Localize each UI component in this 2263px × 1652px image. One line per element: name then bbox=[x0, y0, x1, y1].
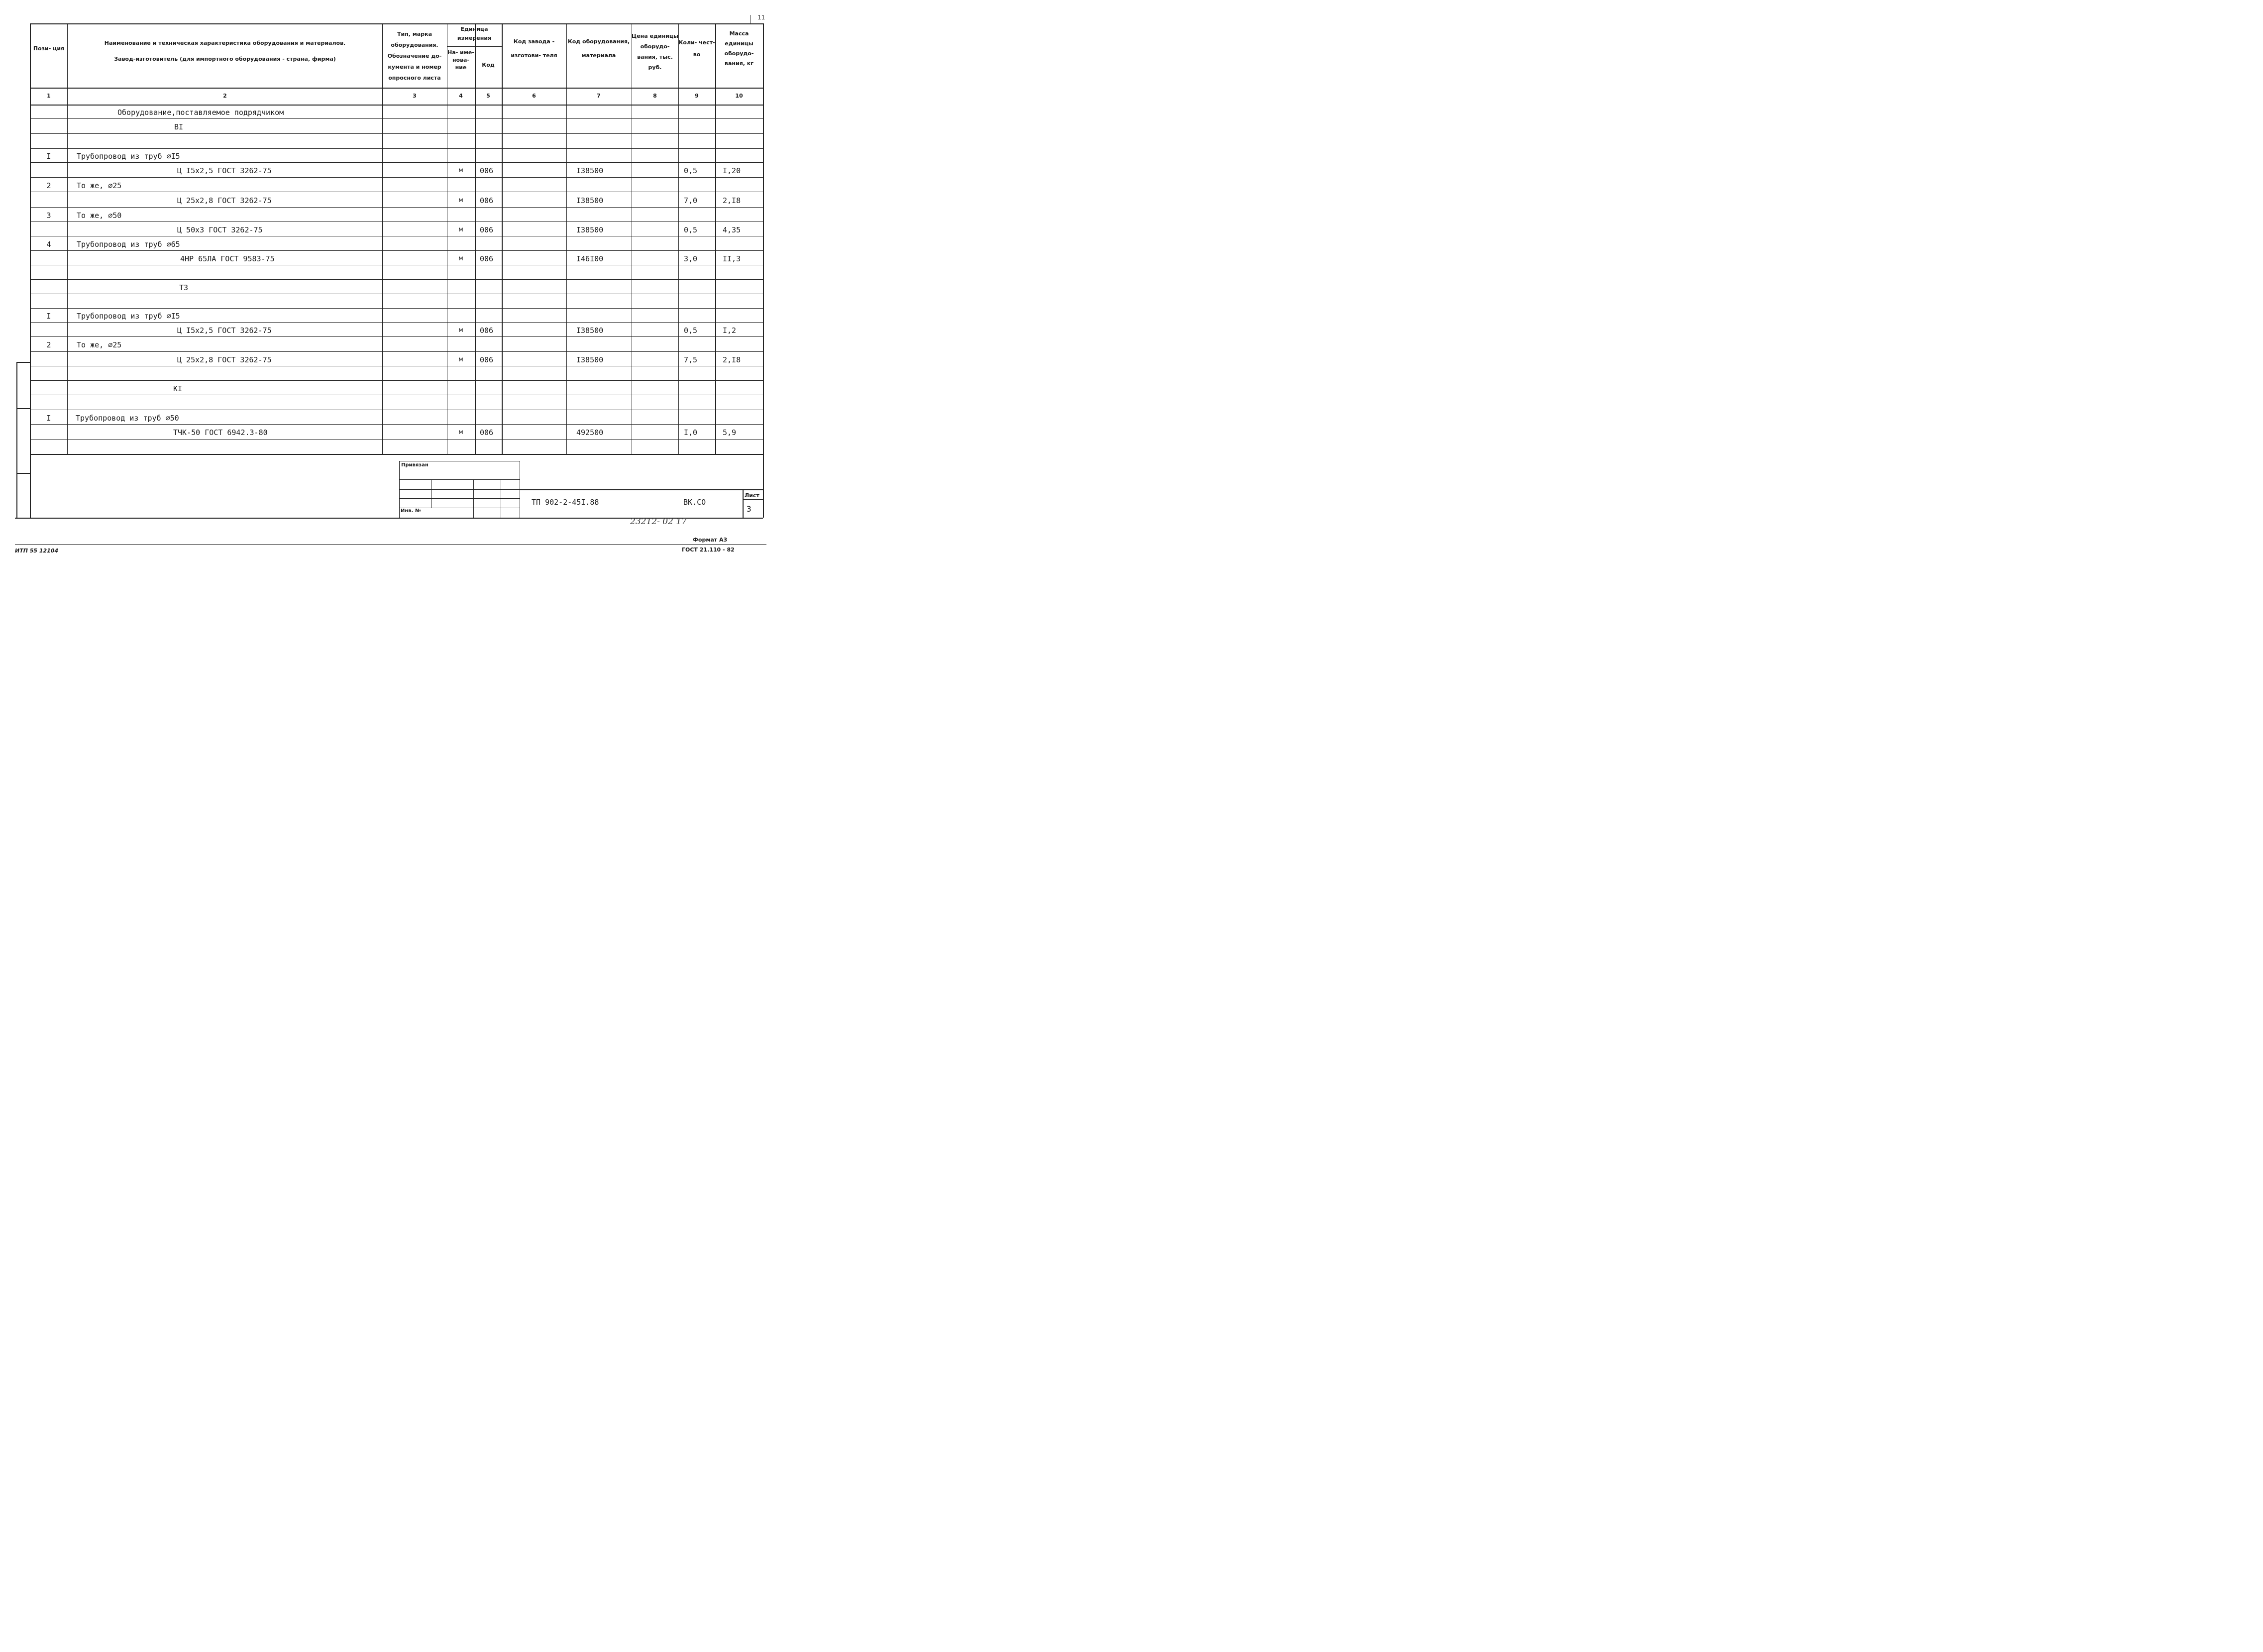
inv-no-label: Инв. № bbox=[401, 508, 421, 514]
name-cell: Т3 bbox=[179, 283, 189, 292]
row-line bbox=[30, 424, 763, 425]
binding-margin-line bbox=[16, 362, 17, 518]
unit-code-cell: 006 bbox=[480, 254, 494, 263]
name-cell: Ц 50x3 ГОСТ 3262-75 bbox=[177, 225, 263, 234]
handwritten-number: 23212- 02 17 bbox=[630, 517, 687, 527]
header-col3 bbox=[382, 29, 447, 84]
column-divider bbox=[678, 23, 679, 454]
unit-code-cell: 006 bbox=[480, 326, 494, 335]
row-line bbox=[30, 162, 763, 163]
name-cell: Ц 25x2,8 ГОСТ 3262-75 bbox=[177, 355, 272, 364]
unit-cell: м bbox=[459, 254, 463, 262]
stamp-row bbox=[399, 489, 520, 490]
left-code-label: ИТП 55 12104 bbox=[15, 548, 59, 554]
colnum-4: 4 bbox=[459, 93, 463, 99]
sheet-label-line bbox=[743, 499, 763, 500]
mass-cell: 2,I8 bbox=[723, 355, 741, 364]
material-code-cell: I38500 bbox=[576, 196, 604, 205]
colnum-3: 3 bbox=[413, 93, 417, 99]
name-cell: То же, ∅50 bbox=[77, 211, 122, 220]
name-cell: BI bbox=[174, 122, 184, 131]
mass-cell: 2,I8 bbox=[723, 196, 741, 205]
material-code-cell: I38500 bbox=[576, 225, 604, 234]
header-col2-line2: Завод-изготовитель (для импортного оборудования - страна, фирма) bbox=[114, 56, 336, 62]
colnum-2: 2 bbox=[223, 93, 227, 99]
material-code-cell: I46I00 bbox=[576, 254, 604, 263]
mass-cell: I,20 bbox=[723, 166, 741, 175]
colnum-6: 6 bbox=[532, 93, 536, 99]
name-cell: Трубопровод из труб ∅65 bbox=[77, 239, 180, 249]
quantity-cell: 0,5 bbox=[684, 326, 698, 335]
section-code: ВК.СО bbox=[683, 498, 706, 507]
row-line bbox=[30, 221, 763, 222]
quantity-cell: 0,5 bbox=[684, 225, 698, 234]
unit-cell: м bbox=[459, 326, 463, 334]
header-col1: Пози- ция bbox=[33, 45, 65, 52]
position-cell: 4 bbox=[46, 239, 51, 249]
footer-line bbox=[15, 544, 766, 545]
unit-code-cell: 006 bbox=[480, 355, 494, 364]
mass-cell: 5,9 bbox=[723, 428, 737, 437]
row-line bbox=[30, 322, 763, 323]
stamp-row bbox=[399, 479, 520, 480]
colnum-7: 7 bbox=[597, 93, 601, 99]
column-divider bbox=[502, 23, 503, 454]
column-divider bbox=[715, 23, 716, 454]
unit-code-cell: 006 bbox=[480, 166, 494, 175]
header-col7: Код оборудования, материала bbox=[567, 38, 630, 59]
position-cell: 2 bbox=[46, 340, 51, 349]
name-cell: Трубопровод из труб ∅50 bbox=[76, 413, 179, 423]
position-cell: I bbox=[46, 413, 51, 423]
header-col6: Код завода - изготови- теля bbox=[511, 38, 557, 59]
document-code: ТП 902-2-45I.88 bbox=[532, 498, 599, 507]
unit-cell: м bbox=[459, 196, 463, 204]
name-cell: KI bbox=[173, 384, 183, 393]
gost-label: ГОСТ 21.110 - 82 bbox=[682, 547, 735, 553]
binding-margin-mid2 bbox=[16, 473, 30, 474]
unit-code-cell: 006 bbox=[480, 428, 494, 437]
header-col9: Коли- чест- во bbox=[678, 39, 715, 58]
row-line bbox=[30, 336, 763, 337]
header-col3-line2: оборудования. bbox=[391, 42, 438, 48]
header-col2-line1: Наименование и техническая характеристика оборудования и материалов. bbox=[104, 40, 346, 46]
privyazan-label: Привязан bbox=[401, 462, 429, 468]
name-cell: Трубопровод из труб ∅I5 bbox=[77, 312, 180, 321]
unit-cell: м bbox=[459, 167, 463, 174]
binding-margin-mid1 bbox=[16, 408, 30, 409]
binding-margin-top bbox=[16, 362, 30, 363]
row-line bbox=[30, 133, 763, 134]
colnum-bottom bbox=[30, 105, 763, 106]
format-label: Формат А3 bbox=[693, 537, 728, 543]
position-cell: 2 bbox=[46, 181, 51, 190]
quantity-cell: 7,5 bbox=[684, 355, 698, 364]
column-divider bbox=[382, 23, 383, 454]
name-cell: ТЧК-50 ГОСТ 6942.3-80 bbox=[173, 428, 268, 437]
header-col3-line1: Тип, марка bbox=[397, 31, 432, 37]
sheet-label: Лист bbox=[745, 492, 759, 499]
unit-code-cell: 006 bbox=[480, 225, 494, 234]
header-col5: Код bbox=[482, 62, 495, 68]
unit-cell: м bbox=[459, 429, 463, 436]
stamp-col bbox=[473, 479, 474, 518]
unit-code-cell: 006 bbox=[480, 196, 494, 205]
unit-cell: м bbox=[459, 225, 463, 233]
column-divider bbox=[566, 23, 567, 454]
quantity-cell: 3,0 bbox=[684, 254, 698, 263]
unit-subheader-line bbox=[447, 46, 502, 47]
frame-top bbox=[30, 23, 763, 24]
mass-cell: II,3 bbox=[723, 254, 741, 263]
colnum-9: 9 bbox=[695, 93, 699, 99]
name-cell: Ц 25x2,8 ГОСТ 3262-75 bbox=[177, 196, 272, 205]
row-line bbox=[30, 148, 763, 149]
header-col10: Масса единицы оборудо- вания, кг bbox=[724, 30, 754, 67]
name-cell: Ц I5x2,5 ГОСТ 3262-75 bbox=[177, 166, 272, 175]
row-line bbox=[30, 351, 763, 352]
colnum-1: 1 bbox=[47, 93, 51, 99]
frame-right bbox=[763, 23, 764, 518]
row-line bbox=[30, 279, 763, 280]
row-line bbox=[30, 177, 763, 178]
quantity-cell: 7,0 bbox=[684, 196, 698, 205]
quantity-cell: I,0 bbox=[684, 428, 698, 437]
column-divider bbox=[67, 23, 68, 454]
header-col3-line4: кумента и номер bbox=[388, 64, 441, 70]
row-line bbox=[30, 439, 763, 440]
position-cell: 3 bbox=[46, 211, 51, 220]
name-cell: Ц I5x2,5 ГОСТ 3262-75 bbox=[177, 326, 272, 335]
material-code-cell: I38500 bbox=[576, 326, 604, 335]
corner-mark: 11 bbox=[757, 14, 765, 21]
colnum-10: 10 bbox=[735, 93, 743, 99]
mass-cell: 4,35 bbox=[723, 225, 741, 234]
name-cell: Оборудование,поставляемое подрядчиком bbox=[117, 108, 284, 117]
header-col3-line3: Обозначение до- bbox=[387, 53, 442, 59]
material-code-cell: I38500 bbox=[576, 355, 604, 364]
position-cell: I bbox=[46, 312, 51, 321]
name-cell: То же, ∅25 bbox=[77, 181, 122, 190]
colnum-5: 5 bbox=[486, 93, 490, 99]
sheet-frame-left bbox=[743, 489, 744, 518]
mass-cell: I,2 bbox=[723, 326, 737, 335]
header-unit-group: Единица измерения bbox=[457, 26, 492, 41]
row-line bbox=[30, 250, 763, 251]
colnum-8: 8 bbox=[653, 93, 657, 99]
column-divider bbox=[475, 23, 476, 454]
row-line bbox=[30, 207, 763, 208]
name-cell: 4НР 65ЛА ГОСТ 9583-75 bbox=[180, 254, 275, 263]
material-code-cell: I38500 bbox=[576, 166, 604, 175]
quantity-cell: 0,5 bbox=[684, 166, 698, 175]
name-cell: То же, ∅25 bbox=[77, 340, 122, 349]
row-line bbox=[30, 118, 763, 119]
position-cell: I bbox=[46, 152, 51, 161]
header-col4: На- име- нова- ние bbox=[447, 49, 474, 71]
table-bottom bbox=[30, 454, 763, 455]
material-code-cell: 492500 bbox=[576, 428, 604, 437]
row-line bbox=[30, 380, 763, 381]
sheet-number: 3 bbox=[747, 504, 752, 514]
header-col8: Цена единицы оборудо- вания, тыс. руб. bbox=[632, 33, 678, 71]
title-frame-top bbox=[520, 489, 763, 490]
stamp-row bbox=[399, 498, 520, 499]
name-cell: Трубопровод из труб ∅I5 bbox=[77, 152, 180, 161]
header-col3-line5: опросного листа bbox=[388, 75, 441, 81]
header-bottom bbox=[30, 88, 763, 89]
row-line bbox=[30, 308, 763, 309]
unit-cell: м bbox=[459, 355, 463, 363]
